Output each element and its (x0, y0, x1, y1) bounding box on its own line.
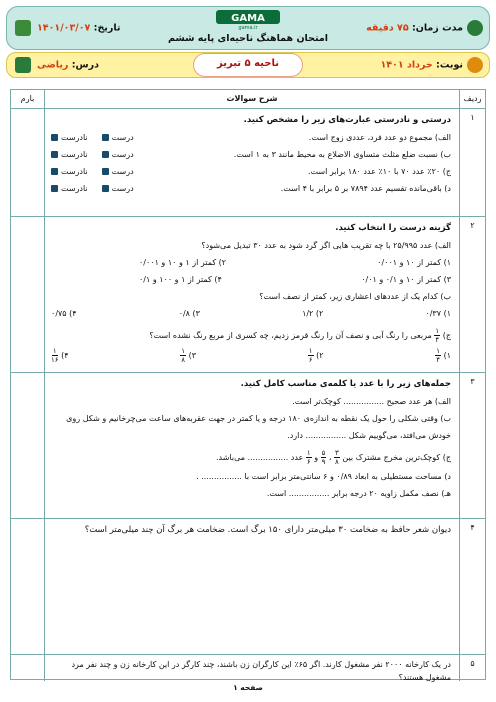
option-key: ۲) (316, 351, 324, 360)
tf-options (51, 181, 134, 196)
question-number: ۳ (459, 373, 485, 518)
sun-icon (467, 57, 483, 73)
tf-options (51, 164, 134, 179)
checkbox-icon[interactable] (51, 151, 58, 158)
mc-option[interactable]: ۱) کمتر از ۱۰ و ۰/۰۰۱ (377, 258, 451, 267)
numerator: ۱ (181, 347, 186, 355)
header-top-bar (6, 6, 490, 50)
score-cell (11, 217, 45, 372)
checkbox-icon[interactable] (51, 168, 58, 175)
false-label: نادرست (61, 133, 88, 142)
checkbox-icon[interactable] (102, 185, 109, 192)
question-row-2 (11, 216, 485, 372)
col-row-header: ردیف (459, 90, 485, 108)
numerator: ۱ (306, 449, 311, 457)
numerator: ۳ (335, 449, 339, 457)
mc-option[interactable]: ۴) کمتر از ۱ و ۱۰۰ و ۰/۱ (139, 275, 222, 284)
mc-option[interactable] (51, 347, 69, 364)
fraction (334, 449, 340, 466)
question-title: جمله‌های زیر را با عدد یا کلمه‌ی مناسب کامل کنید. (240, 379, 451, 389)
question-number: ۵ (459, 655, 485, 681)
score-cell (11, 655, 45, 681)
denominator: ۱۶ (51, 356, 59, 364)
question-number: ۱ (459, 109, 485, 216)
question-row-4 (11, 518, 485, 654)
true-option[interactable] (102, 181, 134, 196)
numerator: ۵ (321, 449, 326, 457)
questions-table (10, 89, 486, 680)
checkbox-icon[interactable] (51, 185, 58, 192)
question-row-1 (11, 108, 485, 216)
true-option[interactable] (102, 130, 134, 145)
exam-turn: نوبت: خرداد ۱۴۰۱ (380, 59, 463, 71)
true-option[interactable] (102, 164, 134, 179)
tf-item-text: د) باقی‌مانده تقسیم عدد ۷۸۹۴ بر ۵ برابر با ۴ است. (280, 184, 451, 193)
mc-option[interactable] (435, 347, 451, 364)
mc-options (51, 347, 451, 373)
true-label: درست (111, 133, 134, 142)
mc-options (51, 255, 451, 272)
true-label: درست (111, 167, 134, 176)
fraction (180, 347, 186, 364)
score-cell (11, 373, 45, 518)
mc-option[interactable]: ۳) کمتر از ۱۰ و ۰/۱ و ۰/۰۱ (361, 275, 451, 284)
mc-option[interactable] (180, 347, 196, 364)
numerator: ۱ (435, 327, 440, 335)
fraction (321, 449, 327, 466)
region-title: ناحیه ۵ تبریز (217, 58, 279, 69)
false-option[interactable] (51, 147, 88, 162)
mc-options (51, 306, 451, 323)
checkbox-icon[interactable] (51, 134, 58, 141)
mc-option[interactable]: ۳) ۰/۸ (178, 309, 200, 318)
option-key: ۱) (443, 351, 451, 360)
numerator: ۱ (308, 347, 313, 355)
exam-date: تاریخ: ۱۴۰۱/۰۳/۰۷ (37, 22, 121, 34)
denominator: ۶ (306, 458, 311, 466)
duration: مدت زمان: ۷۵ دقیقه (366, 22, 463, 34)
question-row-5 (11, 654, 485, 681)
numerator: ۱ (436, 347, 441, 355)
tf-item-text: ج) ۲۰٪ عدد ۷۰ با ۱۰٪ عدد ۱۸۰ برابر است. (307, 167, 451, 176)
tf-item (51, 130, 451, 147)
denominator: ۴ (436, 356, 441, 364)
tf-item-text: ب) نسبت ضلع مثلث متساوی الاضلاع به محیط مانند ۳ به ۱ است. (233, 150, 451, 159)
exam-title: امتحان هماهنگ ناحیه‌ای پایه ششم (168, 33, 328, 44)
mc-option[interactable]: ۲) کمتر از ۱ و ۱۰ و ۰/۰۰۱ (139, 258, 227, 267)
question-title: درستی و نادرستی عبارت‌های زیر را مشخص کنید. (243, 115, 451, 125)
score-cell (11, 109, 45, 216)
score-cell (11, 519, 45, 654)
question-body (45, 109, 459, 216)
question-text-cont: مشغول هستند؟ (398, 673, 451, 682)
fraction (306, 449, 312, 466)
fill-blank-item: هـ) نصف مکمل زاویه ۲۰ درجه برابر ................ است. (266, 489, 451, 498)
false-option[interactable] (51, 164, 88, 179)
fraction (51, 347, 59, 364)
question-text: مربعی را رنگ آبی و نصف آن را رنگ قرمز زدیم، چه کسری از مربع رنگ نشده است؟ (149, 331, 432, 340)
calendar-icon (15, 20, 31, 36)
fill-blank-item: د) مساحت مستطیلی به ابعاد ۰/۸۹ و ۶ سانتی‌متر برابر است با ................ . (196, 472, 451, 481)
question-body (45, 373, 459, 518)
mc-question (51, 323, 451, 347)
false-option[interactable] (51, 181, 88, 196)
item-text: ج) کوچک‌ترین مخرج مشترک بین (342, 453, 451, 462)
question-title: گزینه درست را انتخاب کنید. (335, 223, 451, 233)
mc-option[interactable]: ۱) ۰/۳۷ (425, 309, 451, 318)
true-label: درست (111, 150, 134, 159)
fill-blank-item: ب) وقتی شکلی را حول یک نقطه به اندازه‌ی ۱۸۰ درجه و یا کمتر در جهت عقربه‌های ساعت می‌چرخانیم و شکل روی (66, 414, 451, 423)
question-body (45, 655, 459, 681)
col-score-header: بارم (11, 90, 45, 108)
fraction (435, 347, 441, 364)
denominator: ۹ (321, 458, 326, 466)
mc-question: ب) کدام یک از عددهای اعشاری زیر، کمتر از نصف است؟ (259, 292, 451, 301)
mc-option[interactable]: ۲) ۱/۲ (302, 309, 324, 318)
tf-options (51, 130, 134, 145)
question-number: ۲ (459, 217, 485, 372)
numerator: ۱ (52, 347, 57, 355)
denominator: ۴ (435, 336, 440, 344)
checkbox-icon[interactable] (102, 134, 109, 141)
fill-blank-item: ج) کوچک‌ترین مخرج مشترک بین $\frac{۳}{۸}$ ، $\frac{۵}{۹}$ و $\frac{۱}{۶}$ عدد ................ می‌باشد. (215, 449, 451, 466)
tf-options (51, 147, 134, 162)
table-header (11, 90, 485, 108)
mc-question: الف) عدد ۲۵/۹۹۵ با چه تقریب هایی اگر گرد شود به عدد ۳۰ تبدیل می‌شود؟ (201, 241, 451, 250)
checkbox-icon[interactable] (102, 168, 109, 175)
fill-blank-item: خودش می‌افتد، می‌گوییم شکل ................ دارد. (287, 431, 451, 440)
clock-icon (467, 20, 483, 36)
exam-subject: درس: ریاضی (37, 59, 99, 71)
true-option[interactable] (102, 147, 134, 162)
fraction (308, 347, 314, 364)
question-number: ۴ (459, 519, 485, 654)
item-prefix: ج) (442, 331, 451, 340)
denominator: ۸ (335, 458, 339, 466)
tf-item (51, 181, 451, 198)
checkbox-icon[interactable] (102, 151, 109, 158)
option-key: ۳) (188, 351, 196, 360)
item-tail: عدد ................ می‌باشد. (215, 453, 304, 462)
fraction (434, 327, 440, 344)
question-row-3 (11, 372, 485, 518)
question-body (45, 519, 459, 654)
svg-text:GAMA: GAMA (231, 13, 265, 24)
page-number: صفحه ۱ (233, 683, 263, 692)
question-text: دیوان شعر حافظ به ضخامت ۳۰ میلی‌متر دارای ۱۵۰ برگ است. ضخامت هر برگ آن چند میلی‌متر است؟ (84, 525, 451, 535)
denominator: ۸ (181, 356, 186, 364)
true-label: درست (111, 184, 134, 193)
books-icon (15, 57, 31, 73)
false-label: نادرست (61, 167, 88, 176)
question-body (45, 217, 459, 372)
col-desc-header: شرح سوالات (226, 94, 278, 103)
false-option[interactable] (51, 130, 88, 145)
mc-option[interactable]: ۴) ۰/۷۵ (51, 309, 77, 318)
false-label: نادرست (61, 184, 88, 193)
option-key: ۴) (61, 351, 69, 360)
mc-options (51, 272, 451, 289)
mc-option[interactable] (308, 347, 324, 364)
tf-item (51, 147, 451, 164)
fill-blank-item: الف) هر عدد صحیح ................ کوچک‌تر است. (292, 397, 451, 406)
tf-item-text: الف) مجموع دو عدد فرد، عددی زوج است. (308, 133, 451, 142)
svg-text:gama.ir: gama.ir (238, 25, 258, 30)
question-text: در یک کارخانه ۲۰۰۰ نفر مشغول کارند. اگر ۶۵٪ این کارگران زن باشند، چند کارگر در این کارخانه زن و چند نفر مرد (71, 660, 451, 669)
denominator: ۶ (308, 356, 313, 364)
false-label: نادرست (61, 150, 88, 159)
tf-item (51, 164, 451, 181)
gama-logo (216, 10, 280, 30)
